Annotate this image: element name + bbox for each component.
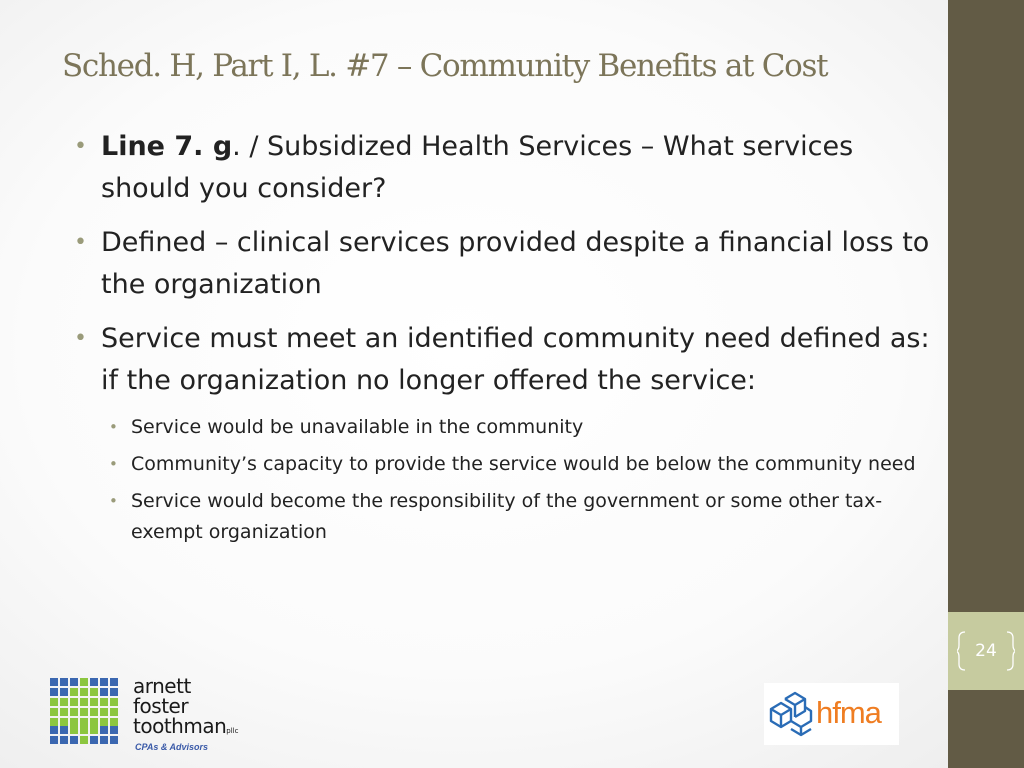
sub-bullet-item: • Service would become the responsibility of the government or some other tax-exempt organization (109, 486, 944, 548)
aft-tagline: CPAs & Advisors (135, 742, 209, 752)
aft-wordmark (133, 676, 238, 741)
aft-line1: arnett (133, 674, 191, 698)
page-number-frame (957, 630, 1015, 672)
hfma-logo (764, 683, 899, 745)
bullet-list (74, 126, 944, 560)
bullet-text: Service must meet an identified community need defined as: if the organization no longer offered the service: (101, 323, 930, 396)
bullet-item (74, 222, 944, 306)
aft-line3-row (133, 716, 238, 741)
sub-bullet-item: • Community’s capacity to provide the service would be below the community need (109, 449, 944, 480)
aft-suffix: pllc (226, 727, 239, 735)
grid-logo-icon (50, 678, 120, 744)
hfma-cube-icon (767, 689, 815, 739)
hfma-wordmark: hfma (816, 695, 881, 730)
bullet-item (74, 318, 944, 548)
arnett-foster-toothman-logo (50, 674, 290, 756)
bullet-lead: Line 7. g (101, 131, 233, 162)
bullet-text: . / Subsidized Health Services – What services should you consider? (101, 131, 854, 204)
bullet-text: Defined – clinical services provided despite a financial loss to the organization (101, 227, 930, 300)
bullet-item (74, 126, 944, 210)
aft-line3: toothman (133, 714, 227, 738)
sub-bullet-list (101, 412, 944, 548)
aft-line2: foster (133, 694, 189, 718)
page-number-panel (948, 612, 1024, 690)
page-number: 24 (975, 641, 997, 661)
sub-bullet-item: • Service would be unavailable in the community (109, 412, 944, 443)
slide-title: Sched. H, Part I, L. #7 – Community Benefits at Cost (62, 48, 828, 84)
